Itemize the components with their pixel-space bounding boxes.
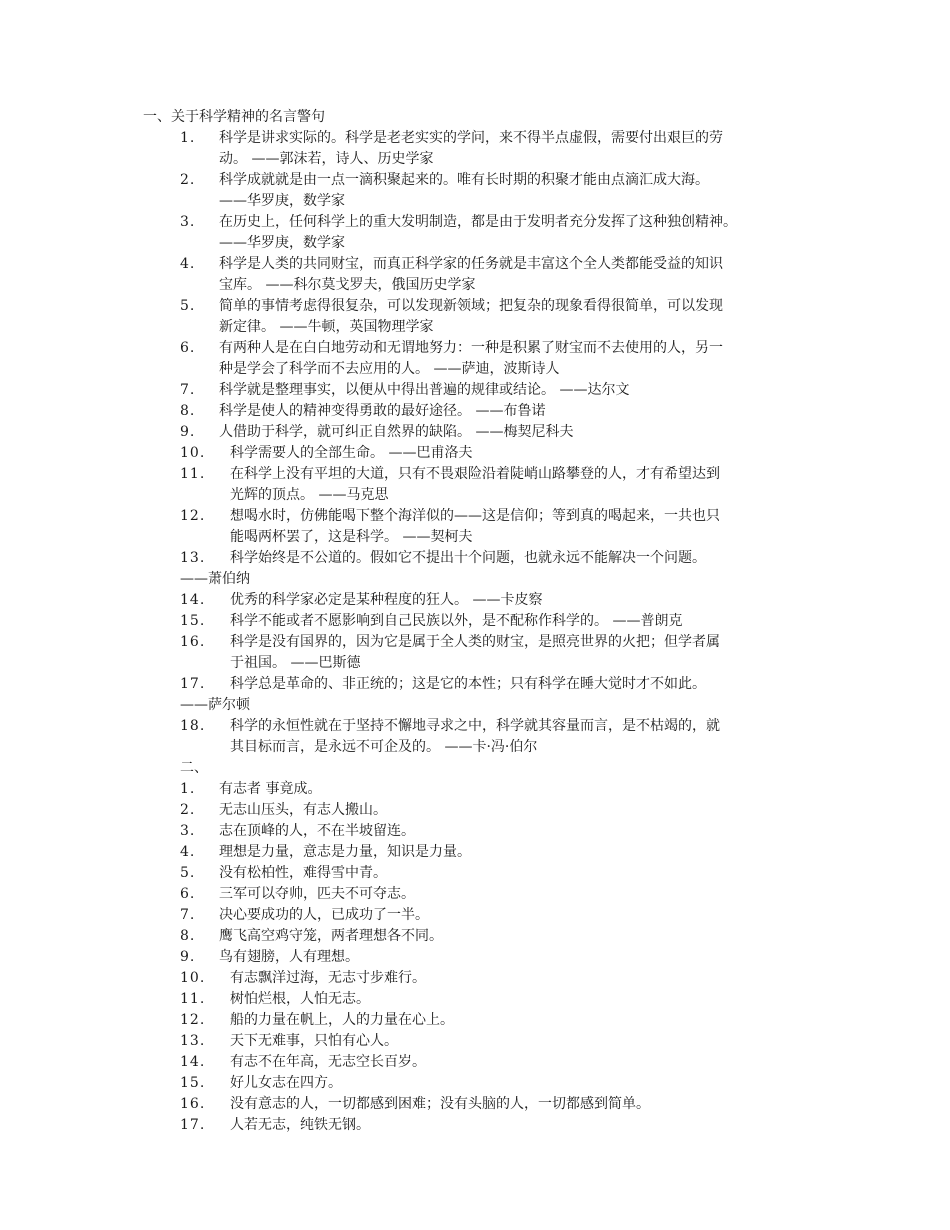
item-text: 船的力量在帆上，人的力量在心上。 — [230, 1012, 454, 1028]
item-number: 2. — [180, 802, 196, 818]
item-text: 科学成就就是由一点一滴积聚起来的。唯有长时期的积聚才能由点滴汇成大海。 — [219, 172, 709, 188]
item-number: 10. — [180, 445, 206, 461]
item-number: 4. — [180, 256, 196, 272]
item-number: 5. — [180, 865, 196, 881]
item-number: 7. — [180, 907, 196, 923]
item-number: 15. — [180, 613, 206, 629]
item-text-continuation: 其目标而言，是永远不可企及的。 ——卡·冯·伯尔 — [230, 739, 538, 755]
item-number: 2. — [180, 172, 196, 188]
item-text: 科学的永恒性就在于坚持不懈地寻求之中，科学就其容量而言，是不枯竭的，就 — [230, 718, 720, 734]
item-number: 1. — [180, 781, 196, 797]
item-text-continuation: 种是学会了科学而不去应用的人。 ——萨迪，波斯诗人 — [219, 361, 560, 377]
item-text: 科学始终是不公道的。假如它不提出十个问题，也就永远不能解决一个问题。 — [230, 550, 706, 566]
item-text: 在科学上没有平坦的大道，只有不畏艰险沿着陡峭山路攀登的人，才有希望达到 — [230, 466, 720, 482]
item-text: 鸟有翅膀，人有理想。 — [219, 949, 359, 965]
item-number: 9. — [180, 424, 196, 440]
item-number: 10. — [180, 970, 206, 986]
item-text: 天下无难事，只怕有心人。 — [230, 1033, 398, 1049]
item-number: 9. — [180, 949, 196, 965]
item-number: 11. — [180, 466, 206, 482]
item-number: 17. — [180, 676, 206, 692]
item-text: 科学是人类的共同财宝，而真正科学家的任务就是丰富这个全人类都能受益的知识 — [219, 256, 723, 272]
item-text-continuation: 于祖国。 ——巴斯德 — [230, 655, 361, 671]
item-text-continuation: 光辉的顶点。 ——马克思 — [230, 487, 389, 503]
item-number: 15. — [180, 1075, 206, 1091]
item-text: 树怕烂根，人怕无志。 — [230, 991, 370, 1007]
item-attribution: ——萨尔顿 — [180, 697, 250, 713]
item-text: 人借助于科学，就可纠正自然界的缺陷。 ——梅契尼科夫 — [219, 424, 574, 440]
item-number: 13. — [180, 1033, 206, 1049]
item-number: 4. — [180, 844, 196, 860]
item-text: 科学需要人的全部生命。 ——巴甫洛夫 — [230, 445, 473, 461]
item-number: 1. — [180, 130, 196, 146]
item-number: 16. — [180, 1096, 206, 1112]
item-number: 8. — [180, 403, 196, 419]
item-text: 有志者 事竟成。 — [219, 781, 322, 797]
item-number: 12. — [180, 1012, 206, 1028]
item-text: 好儿女志在四方。 — [230, 1075, 342, 1091]
item-text: 理想是力量，意志是力量，知识是力量。 — [219, 844, 471, 860]
item-text: 志在顶峰的人，不在半坡留连。 — [219, 823, 415, 839]
item-number: 12. — [180, 508, 206, 524]
item-number: 8. — [180, 928, 196, 944]
item-text: 有志飘洋过海，无志寸步难行。 — [230, 970, 426, 986]
item-number: 3. — [180, 823, 196, 839]
item-text-continuation: ——华罗庚，数学家 — [219, 235, 345, 251]
item-text-continuation: ——华罗庚，数学家 — [219, 193, 345, 209]
section-heading-ambition: 二、 — [180, 760, 208, 776]
item-number: 3. — [180, 214, 196, 230]
item-text: 鹰飞高空鸡守笼，两者理想各不同。 — [219, 928, 443, 944]
section-heading-science: 一、关于科学精神的名言警句 — [143, 109, 325, 125]
item-text: 科学是讲求实际的。科学是老老实实的学问，来不得半点虚假，需要付出艰巨的劳 — [219, 130, 723, 146]
item-text: 在历史上，任何科学上的重大发明制造，都是由于发明者充分发挥了这种独创精神。 — [219, 214, 737, 230]
item-text: 简单的事情考虑得很复杂，可以发现新领域；把复杂的现象看得很简单，可以发现 — [219, 298, 723, 314]
item-text: 想喝水时，仿佛能喝下整个海洋似的——这是信仰；等到真的喝起来，一共也只 — [230, 508, 720, 524]
item-number: 5. — [180, 298, 196, 314]
item-text: 科学总是革命的、非正统的；这是它的本性；只有科学在睡大觉时才不如此。 — [230, 676, 706, 692]
item-text: 有志不在年高，无志空长百岁。 — [230, 1054, 426, 1070]
item-number: 6. — [180, 886, 196, 902]
item-text: 三军可以夺帅，匹夫不可夺志。 — [219, 886, 415, 902]
item-text: 决心要成功的人，已成功了一半。 — [219, 907, 429, 923]
item-number: 7. — [180, 382, 196, 398]
item-number: 16. — [180, 634, 206, 650]
item-text: 有两种人是在白白地劳动和无谓地努力：一种是积累了财宝而不去使用的人，另一 — [219, 340, 723, 356]
item-text: 科学是使人的精神变得勇敢的最好途径。 ——布鲁诺 — [219, 403, 546, 419]
item-number: 13. — [180, 550, 206, 566]
item-number: 17. — [180, 1117, 206, 1133]
item-text: 优秀的科学家必定是某种程度的狂人。 ——卡皮察 — [230, 592, 543, 608]
item-text: 没有意志的人，一切都感到困难；没有头脑的人，一切都感到简单。 — [230, 1096, 650, 1112]
item-text: 没有松柏性，难得雪中青。 — [219, 865, 387, 881]
item-number: 6. — [180, 340, 196, 356]
item-text-continuation: 动。 ——郭沫若，诗人、历史学家 — [219, 151, 434, 167]
item-text-continuation: 能喝两杯罢了，这是科学。 ——契柯夫 — [230, 529, 473, 545]
item-text: 人若无志，纯铁无钢。 — [230, 1117, 370, 1133]
item-text-continuation: 宝库。 ——科尔莫戈罗夫，俄国历史学家 — [219, 277, 476, 293]
item-text-continuation: 新定律。 ——牛顿，英国物理学家 — [219, 319, 434, 335]
item-attribution: ——萧伯纳 — [180, 571, 250, 587]
item-number: 14. — [180, 1054, 206, 1070]
item-number: 14. — [180, 592, 206, 608]
item-text: 无志山压头，有志人搬山。 — [219, 802, 387, 818]
item-number: 18. — [180, 718, 206, 734]
item-text: 科学不能或者不愿影响到自己民族以外，是不配称作科学的。 ——普朗克 — [230, 613, 683, 629]
item-text: 科学是没有国界的，因为它是属于全人类的财宝，是照亮世界的火把；但学者属 — [230, 634, 720, 650]
item-number: 11. — [180, 991, 206, 1007]
item-text: 科学就是整理事实，以便从中得出普遍的规律或结论。 ——达尔文 — [219, 382, 630, 398]
